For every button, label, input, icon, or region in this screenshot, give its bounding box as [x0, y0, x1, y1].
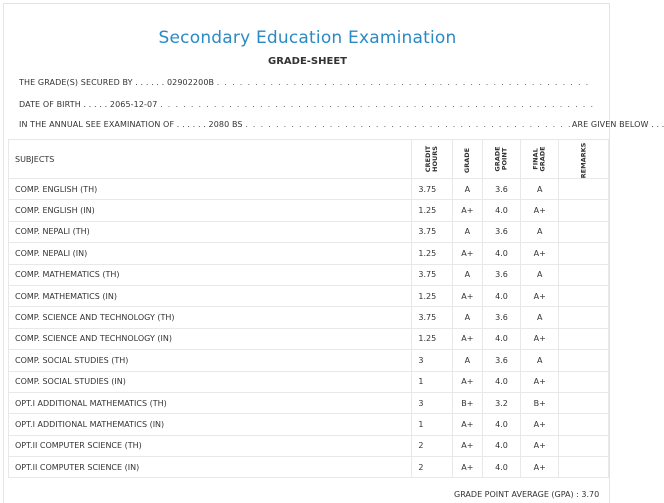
header-grade: GRADE: [453, 140, 483, 179]
dob-value: 2065-12-07: [109, 100, 158, 109]
table-row: [9, 414, 609, 435]
symbol-number: 02902200B: [166, 78, 215, 87]
remarks-cell: [559, 457, 609, 478]
subject-cell: COMP. NEPALI (TH): [9, 221, 412, 242]
remarks-cell: [559, 328, 609, 349]
subject-cell: COMP. SOCIAL STUDIES (TH): [9, 350, 412, 371]
exam-year: 2080 BS: [208, 120, 243, 129]
dob-dots: . . . . . . . . . . . . . . . . . . . . . . . . . . . . . . . . . . . . . . . . . . . . . . . . . . . . . . . . .: [160, 100, 595, 109]
table-row: [9, 200, 609, 221]
remarks-cell: [559, 414, 609, 435]
header-grade-point: [482, 140, 521, 179]
grades-table: [8, 139, 609, 478]
final-grade-cell: A: [521, 350, 559, 371]
remarks-cell: [559, 264, 609, 285]
table-row: [9, 328, 609, 349]
subject-cell: COMP. MATHEMATICS (TH): [9, 264, 412, 285]
header-credit-hours-line2: HOURS: [431, 146, 440, 172]
subject-cell: COMP. SOCIAL STUDIES (IN): [9, 371, 412, 392]
grade-cell: A: [453, 221, 483, 242]
final-grade-cell: A: [521, 221, 559, 242]
gpa-value: 3.70: [581, 490, 600, 499]
credit-hours-cell: 1: [412, 371, 453, 392]
credit-hours-cell: 1.25: [412, 328, 453, 349]
table-row: [9, 392, 609, 413]
grades-secured-line: [19, 78, 590, 87]
subject-cell: COMP. SCIENCE AND TECHNOLOGY (TH): [9, 307, 412, 328]
final-grade-cell: A: [521, 179, 559, 200]
exam-line: [19, 120, 664, 129]
credit-hours-cell: 1: [412, 414, 453, 435]
credit-hours-cell: 3.75: [412, 264, 453, 285]
grade-point-cell: 4.0: [482, 414, 521, 435]
table-row: [9, 350, 609, 371]
remarks-cell: [559, 200, 609, 221]
header-final-grade: [521, 140, 559, 179]
grade-point-cell: 3.6: [482, 264, 521, 285]
grade-cell: A+: [453, 200, 483, 221]
table-header-row: [9, 140, 609, 179]
header-credit-hours: [412, 140, 453, 179]
header-subjects: SUBJECTS: [9, 140, 412, 179]
remarks-cell: [559, 350, 609, 371]
exam-prefix: IN THE ANNUAL SEE EXAMINATION OF . . . . . .: [19, 120, 206, 129]
credit-hours-cell: 1.25: [412, 243, 453, 264]
grade-point-cell: 4.0: [482, 457, 521, 478]
header-final-grade-line2: GRADE: [538, 146, 547, 172]
remarks-cell: [559, 307, 609, 328]
header-grade-point-line1: GRADE: [493, 146, 502, 172]
subject-cell: OPT.II COMPUTER SCIENCE (TH): [9, 435, 412, 456]
table-row: [9, 285, 609, 306]
grade-point-cell: 4.0: [482, 435, 521, 456]
remarks-cell: [559, 221, 609, 242]
final-grade-cell: A+: [521, 285, 559, 306]
remarks-cell: [559, 243, 609, 264]
grade-cell: A+: [453, 414, 483, 435]
table-row: [9, 307, 609, 328]
credit-hours-cell: 3: [412, 350, 453, 371]
remarks-cell: [559, 179, 609, 200]
final-grade-cell: A+: [521, 457, 559, 478]
grade-cell: A: [453, 179, 483, 200]
grades-secured-dots: . . . . . . . . . . . . . . . . . . . . . . . . . . . . . . . . . . . . . . . . . . . . . . . . .: [216, 78, 590, 87]
remarks-cell: [559, 371, 609, 392]
subject-cell: OPT.I ADDITIONAL MATHEMATICS (TH): [9, 392, 412, 413]
credit-hours-cell: 2: [412, 457, 453, 478]
gpa-label: GRADE POINT AVERAGE (GPA) :: [454, 490, 579, 499]
grade-cell: A+: [453, 457, 483, 478]
final-grade-cell: A+: [521, 200, 559, 221]
subject-cell: COMP. SCIENCE AND TECHNOLOGY (IN): [9, 328, 412, 349]
final-grade-cell: A: [521, 264, 559, 285]
subject-cell: COMP. ENGLISH (TH): [9, 179, 412, 200]
grade-cell: B+: [453, 392, 483, 413]
table-row: [9, 264, 609, 285]
table-row: [9, 435, 609, 456]
remarks-cell: [559, 285, 609, 306]
grade-cell: A+: [453, 435, 483, 456]
subject-cell: COMP. MATHEMATICS (IN): [9, 285, 412, 306]
credit-hours-cell: 1.25: [412, 285, 453, 306]
final-grade-cell: A: [521, 307, 559, 328]
page-title: Secondary Education Examination: [158, 28, 457, 48]
grade-cell: A+: [453, 285, 483, 306]
final-grade-cell: A+: [521, 328, 559, 349]
final-grade-cell: A+: [521, 414, 559, 435]
credit-hours-cell: 3.75: [412, 307, 453, 328]
exam-dots: . . . . . . . . . . . . . . . . . . . . . . . . . . . . . . . . . . . . . . . . . . .: [245, 120, 572, 129]
table-row: [9, 179, 609, 200]
credit-hours-cell: 2: [412, 435, 453, 456]
grade-cell: A+: [453, 243, 483, 264]
remarks-cell: [559, 435, 609, 456]
header-credit-hours-line1: CREDIT: [424, 145, 433, 173]
dob-prefix: DATE OF BIRTH . . . . .: [19, 100, 108, 109]
grades-secured-prefix: THE GRADE(S) SECURED BY . . . . . .: [19, 78, 165, 87]
table-row: [9, 457, 609, 478]
remarks-cell: [559, 392, 609, 413]
credit-hours-cell: 3.75: [412, 179, 453, 200]
exam-suffix: ARE GIVEN BELOW . . .: [571, 120, 664, 129]
subject-cell: OPT.I ADDITIONAL MATHEMATICS (IN): [9, 414, 412, 435]
grade-point-cell: 4.0: [482, 328, 521, 349]
grade-point-cell: 3.6: [482, 307, 521, 328]
table-row: [9, 243, 609, 264]
grade-cell: A+: [453, 328, 483, 349]
header-final-grade-line1: FINAL: [531, 148, 540, 170]
final-grade-cell: A+: [521, 371, 559, 392]
grades-table-body: [9, 179, 609, 478]
dob-line: [19, 100, 594, 109]
credit-hours-cell: 1.25: [412, 200, 453, 221]
grade-cell: A: [453, 264, 483, 285]
grade-cell: A+: [453, 371, 483, 392]
credit-hours-cell: 3.75: [412, 221, 453, 242]
grade-point-cell: 3.6: [482, 221, 521, 242]
credit-hours-cell: 3: [412, 392, 453, 413]
grade-point-cell: 4.0: [482, 285, 521, 306]
grade-cell: A: [453, 350, 483, 371]
final-grade-cell: A+: [521, 435, 559, 456]
table-row: [9, 371, 609, 392]
grade-point-cell: 3.6: [482, 179, 521, 200]
grade-point-cell: 3.6: [482, 350, 521, 371]
page-subtitle: GRADE-SHEET: [268, 56, 347, 67]
subject-cell: COMP. ENGLISH (IN): [9, 200, 412, 221]
header-remarks: REMARKS: [559, 140, 609, 179]
final-grade-cell: B+: [521, 392, 559, 413]
grade-point-cell: 3.2: [482, 392, 521, 413]
subject-cell: OPT.II COMPUTER SCIENCE (IN): [9, 457, 412, 478]
grade-point-cell: 4.0: [482, 371, 521, 392]
grade-point-cell: 4.0: [482, 200, 521, 221]
grade-point-cell: 4.0: [482, 243, 521, 264]
table-row: [9, 221, 609, 242]
subject-cell: COMP. NEPALI (IN): [9, 243, 412, 264]
header-grade-point-line2: POINT: [500, 147, 509, 171]
gpa-summary: [454, 490, 599, 499]
final-grade-cell: A+: [521, 243, 559, 264]
grade-cell: A: [453, 307, 483, 328]
